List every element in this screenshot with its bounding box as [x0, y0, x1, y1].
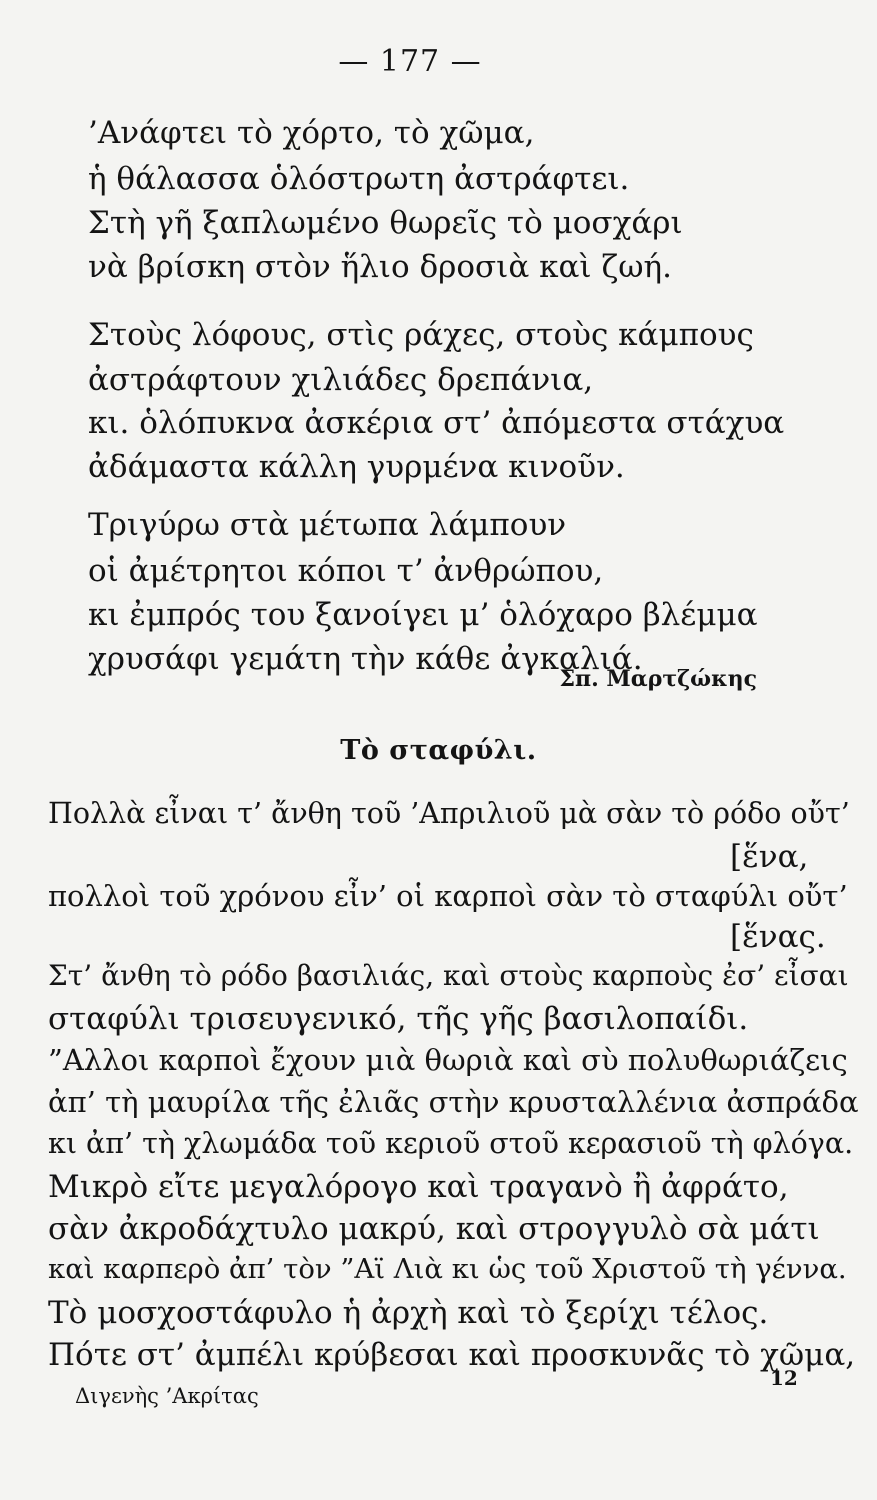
stanza2-line-2: ἀστράφτουν χιλιάδες δρεπάνια, — [88, 362, 594, 398]
poem2-line-8: Μικρὸ εἴτε μεγαλόρογο καὶ τραγανὸ ἢ ἀφράτο, — [48, 1169, 789, 1205]
stanza2-line-1: Στοὺς λόφους, στὶς ράχες, στοὺς κάμπους — [88, 317, 754, 353]
poem2-line-1-cont: [ἕνα, — [730, 839, 809, 875]
poem2-line-6: ἀπ’ τὴ μαυρίλα τῆς ἐλιᾶς στὴν κρυσταλλένια ἀσπράδα — [48, 1085, 859, 1119]
stanza1-line-2: ἡ θάλασσα ὁλόστρωτη ἀστράφτει. — [88, 161, 630, 197]
poem2-line-11: Τὸ μοσχοστάφυλο ἡ ἀρχὴ καὶ τὸ ξερίχι τέλος. — [48, 1295, 769, 1331]
poem2-line-10: καὶ καρπερὸ ἀπ’ τὸν ”Αϊ Λιὰ κι ὡς τοῦ Χριστοῦ τὴ γέννα. — [48, 1253, 847, 1285]
page-number: — 177 — — [338, 44, 482, 79]
poem2-line-1: Πολλὰ εἶναι τ’ ἄνθη τοῦ ’Απριλιοῦ μὰ σὰν τὸ ρόδο οὔτ’ — [48, 797, 850, 830]
footer-book-title: Διγενὴς ’Ακρίτας — [75, 1384, 259, 1408]
poem2-line-2: πολλοὶ τοῦ χρόνου εἶν’ οἱ καρποὶ σὰν τὸ σταφύλι οὔτ’ — [48, 879, 848, 913]
poem2-line-9: σὰν ἀκροδάχτυλο μακρύ, καὶ στρογγυλὸ σὰ μάτι — [48, 1211, 820, 1247]
stanza3-line-3: κι ἐμπρός του ξανοίγει μ’ ὁλόχαρο βλέμμα — [88, 597, 758, 633]
stanza3-line-1: Τριγύρω στὰ μέτωπα λάμπουν — [88, 507, 567, 543]
stanza3-line-2: οἱ ἀμέτρητοι κόποι τ’ ἀνθρώπου, — [88, 553, 604, 589]
poem2-line-5: ”Αλλοι καρποὶ ἔχουν μιὰ θωριὰ καὶ σὺ πολυθωριάζεις — [48, 1043, 848, 1077]
poem2-line-2-cont: [ἕνας. — [730, 919, 826, 955]
stanza1-line-4: νὰ βρίσκη στὸν ἥλιο δροσιὰ καὶ ζωή. — [88, 249, 672, 285]
poem2-line-12: Πότε στ’ ἀμπέλι κρύβεσαι καὶ προσκυνᾶς τὸ χῶμα, — [48, 1337, 856, 1373]
poem-title: Τὸ σταφύλι. — [340, 735, 537, 766]
stanza2-line-3: κι. ὁλόπυκνα ἀσκέρια στ’ ἀπόμεστα στάχυα — [88, 405, 785, 441]
stanza1-line-1: ’Ανάφτει τὸ χόρτο, τὸ χῶμα, — [88, 115, 535, 151]
author-signature: Σπ. Μαρτζώκης — [559, 666, 757, 692]
stanza1-line-3: Στὴ γῆ ξαπλωμένο θωρεῖς τὸ μοσχάρι — [88, 205, 683, 241]
poem2-line-7: κι ἀπ’ τὴ χλωμάδα τοῦ κεριοῦ στοῦ κερασιοῦ τὴ φλόγα. — [48, 1127, 854, 1160]
poem2-line-4: σταφύλι τρισευγενικό, τῆς γῆς βασιλοπαίδι. — [48, 1001, 749, 1037]
stanza3-line-4: χρυσάφι γεμάτη τὴν κάθε ἀγκαλιά. — [88, 641, 643, 677]
footer-signature-mark: 12 — [770, 1366, 798, 1390]
poem2-line-3: Στ’ ἄνθη τὸ ρόδο βασιλιάς, καὶ στοὺς καρποὺς ἐσ’ εἶσαι — [48, 959, 849, 992]
stanza2-line-4: ἀδάμαστα κάλλη γυρμένα κινοῦν. — [88, 449, 625, 485]
